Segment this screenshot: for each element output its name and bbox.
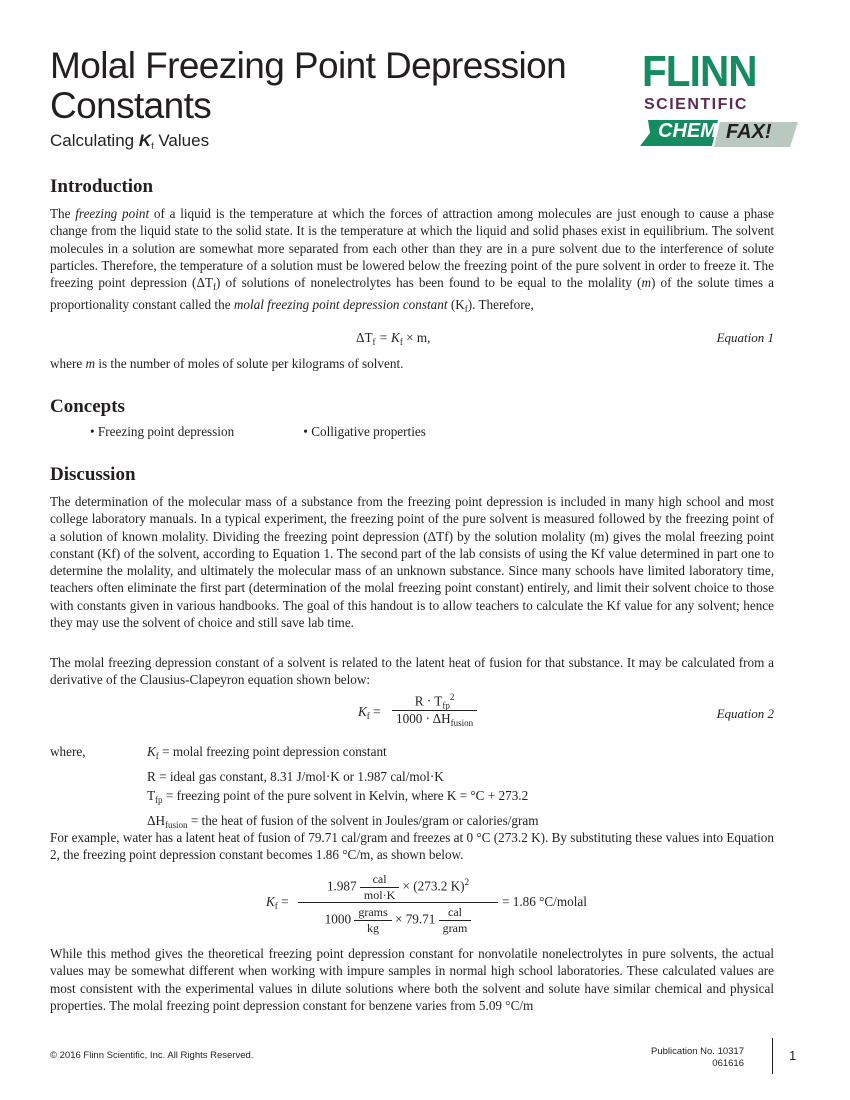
logo-fax: FAX! (726, 121, 772, 143)
publication-code: 061616 (712, 1058, 744, 1069)
where-m-text: where m is the number of moles of solute per kilograms of solvent. (50, 356, 404, 371)
equation-2-label: Equation 2 (716, 706, 774, 721)
introduction-paragraph: The freezing point of a liquid is the temperature at which the forces of attraction among molecules are just enough to cause a phase change from the liquid state to the solid state. It is the temperature at which the liquid and solid phases exist in equilibrium. The solvent molecules in a solution are somewhat more separated from each other than they are in a pure solvent due to the interference of solute particles. Therefore, the temperature of a solution must be lowered below the freezing point of the pure solvent in order to freeze it. The freezing point depression $(\Delta T_f)$ of solutions of nonelectrolytes has been found to be equal to the molality (m) of the solute times a proportionality constant called the molal freezing point depression constant $(K_f)$. Therefore, (50, 206, 774, 315)
logo-chem: CHEM (658, 120, 717, 142)
equation-3: $K_f$ = 1.987 $\frac{\text{cal}}{\text{mol·K}}$ × (273.2 K)$^2$ 1000 $\frac{\text{grams}}{kg}$ × 79.71 $\frac{\text{cal}}{\text{gram}}$ = 1.86 °C/molal (266, 872, 587, 935)
discussion-paragraph-2: The molal freezing depression constant of a solvent is related to the latent heat of fusion for that substance. It may be calculated from a derivative of the Clausius-Clapeyron equation shown below: (50, 655, 774, 688)
copyright: © 2016 Flinn Scientific, Inc. All Rights Reserved. (50, 1050, 254, 1061)
title-line-1: Molal Freezing Point Depression (50, 45, 567, 86)
introduction-heading: Introduction (50, 176, 154, 197)
logo-flinn: FLINN (642, 47, 757, 96)
title-line-2: Constants (50, 85, 212, 126)
logo-scientific: SCIENTIFIC (644, 96, 748, 113)
publication-info (651, 1046, 744, 1070)
page-number: 1 (789, 1048, 797, 1063)
concepts-heading: Concepts (50, 396, 125, 417)
concept-item: • Colligative properties (303, 424, 426, 439)
where-label: where, (50, 744, 86, 759)
publication-number: Publication No. 10317 (651, 1046, 744, 1057)
page-subtitle (50, 131, 209, 151)
discussion-paragraph-4: While this method gives the theoretical freezing point depression constant for nonvolatile nonelectrolytes in pure solvents, the actual values may be somewhat different when working with impure samples in normal high school laboratories. These calculated values are most consistent with the experimental values in dilute solutions where both the solvent and solute have similar chemical and physical properties. The molal freezing point depression constant for benzene varies from 5.09 °C/m (50, 946, 774, 1013)
discussion-paragraph-3: For example, water has a latent heat of fusion of 79.71 cal/gram and freezes at 0 °C (273.2 K). By substituting these values into Equation 2, the freezing point depression constant becomes 1.86 °C/m, as shown below. (50, 830, 774, 863)
concepts-list (90, 424, 426, 440)
footer-divider (772, 1038, 773, 1074)
page-title (50, 46, 566, 126)
discussion-heading: Discussion (50, 464, 136, 485)
subtitle-k-sub: f (151, 141, 154, 151)
flinn-logo (640, 47, 800, 150)
subtitle-text: Calculating (50, 131, 139, 150)
definition-row: R = ideal gas constant, 8.31 J/mol·K or 1.987 cal/mol·K (147, 768, 444, 784)
equation-1-label: Equation 1 (716, 330, 774, 345)
subtitle-k: K (138, 131, 152, 150)
definition-row: $K_f$ = molal freezing point depression constant (147, 744, 387, 761)
discussion-paragraph-1: The determination of the molecular mass of a substance from the freezing point depression is included in many high school and most college laboratory manuals. In a typical experiment, the freezing point of the pure solvent is measured followed by the freezing point of a solution of known molality. Dividing the freezing point depression (ΔTf) by the solution molality (m) gives the molal freezing point constant (Kf) of the solvent, according to Equation 1. The second part of the lab consists of using the Kf value determined in part one to determine the molality, and ultimately the molecular mass of an unknown substance. Since many schools have limited laboratory time, teachers often eliminate the first part (determination of the molal freezing point constant) entirely, and limit their solvent choice to those with constants given in various handbooks. The goal of this handout is to allow teachers to calculate the Kf value for any solvent; hence they may use the solvent of choice and still save lab time. (50, 494, 774, 631)
definition-row: $\Delta H_{fusion}$ = the heat of fusion of the solvent in Joules/gram or calories/gram (147, 812, 539, 830)
definition-row: $T_{fp}$ = freezing point of the pure solvent in Kelvin, where K = °C + 273.2 (147, 788, 529, 806)
concept-item: • Freezing point depression (90, 424, 235, 439)
subtitle-text-end: Values (153, 131, 210, 150)
